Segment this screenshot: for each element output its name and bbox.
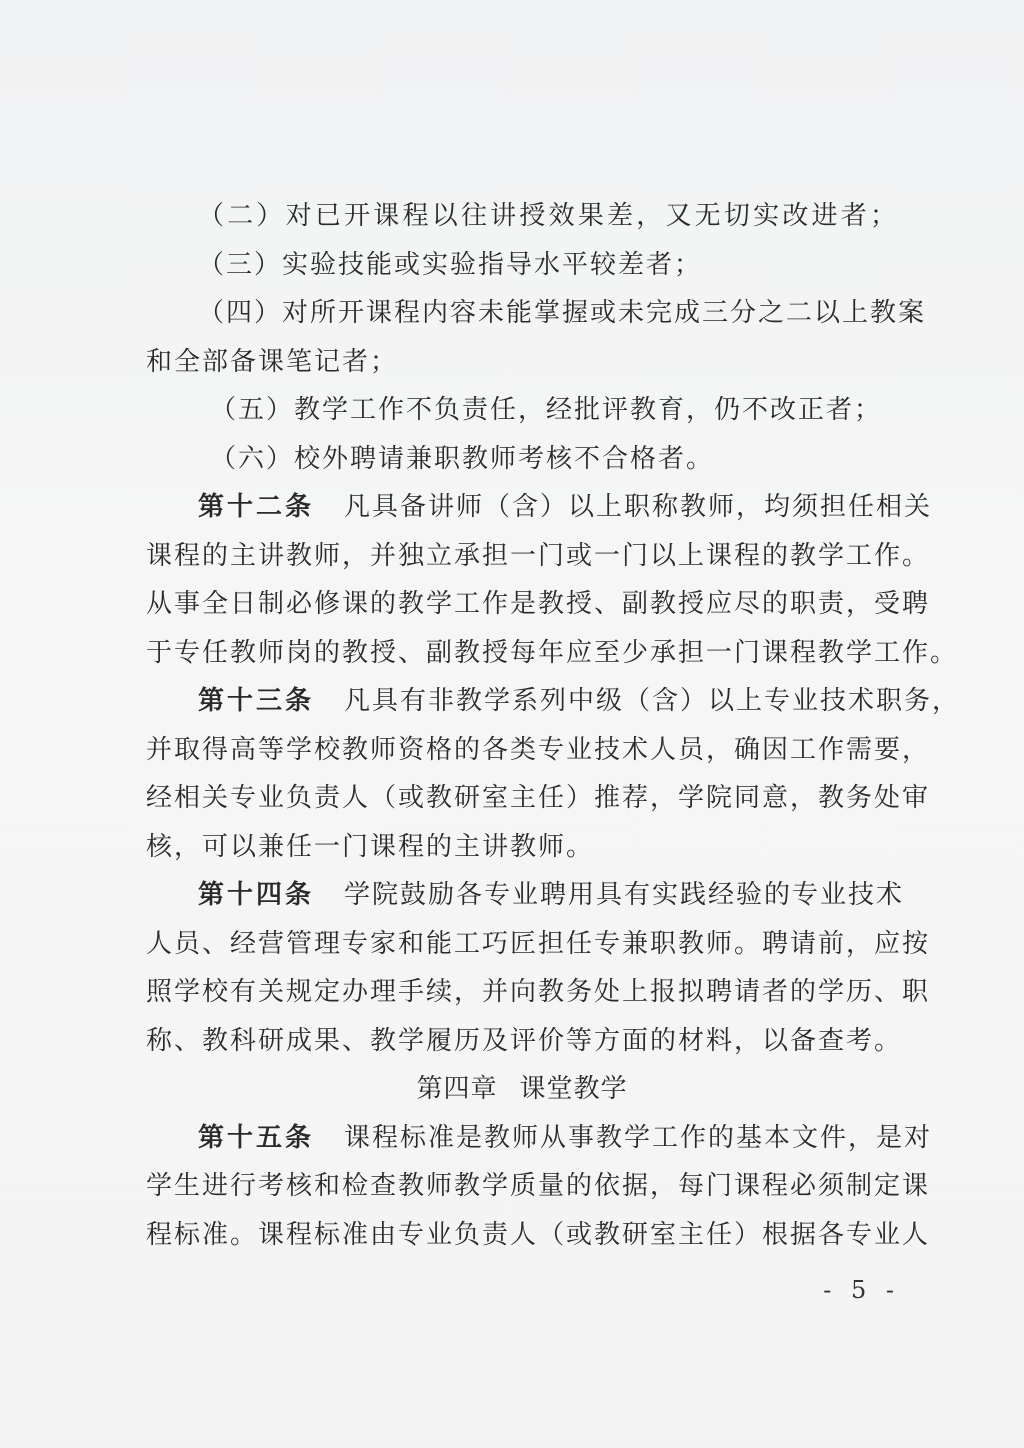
article-14-label: 第十四条: [198, 880, 315, 910]
article-14-line-1: [146, 871, 905, 920]
article-12-label: 第十二条: [198, 492, 315, 522]
article-15-line-1: [146, 1114, 933, 1163]
page-number: - 5 -: [823, 1276, 900, 1304]
article-13-line-4: 核，可以兼任一门课程的主讲教师。: [146, 831, 595, 862]
article-13-text-1: 凡具有非教学系列中级（含）以上专业技术职务，: [344, 686, 961, 716]
article-12-line-3: 从事全日制必修课的教学工作是教授、副教授应尽的职责，受聘: [146, 589, 931, 619]
article-12-line-4: 于专任教师岗的教授、副教授每年应至少承担一门课程教学工作。: [146, 637, 959, 668]
article-13-label: 第十三条: [198, 686, 315, 716]
list-item-3: （三）实验技能或实验指导水平较差者；: [198, 249, 703, 280]
article-12-line-1: [146, 483, 933, 532]
article-13-line-2: 并取得高等学校教师资格的各类专业技术人员，确因工作需要，: [146, 734, 931, 765]
chapter-heading: [146, 1065, 898, 1114]
article-13-line-1: [146, 677, 961, 726]
list-item-6: （六）校外聘请兼职教师考核不合格者。: [210, 443, 715, 474]
article-15-line-2: 学生进行考核和检查教师教学质量的依据，每门课程必须制定课: [146, 1171, 931, 1201]
chapter-title: 课堂教学: [519, 1074, 628, 1104]
list-item-4-line-1: （四）对所开课程内容未能掌握或未完成三分之二以上教案: [198, 298, 927, 328]
article-15-line-3: 程标准。课程标准由专业负责人（或教研室主任）根据各专业人: [146, 1219, 931, 1250]
list-item-5: （五）教学工作不负责任，经批评教育，仍不改正者；: [210, 395, 883, 425]
chapter-number: 第四章: [416, 1074, 498, 1104]
article-14-line-2: 人员、经营管理专家和能工巧匠担任专兼职教师。聘请前，应按: [146, 928, 931, 959]
list-item-4-line-2: 和全部备课笔记者；: [146, 346, 399, 377]
article-14-line-4: 称、教科研成果、教学履历及评价等方面的材料，以备查考。: [146, 1025, 903, 1056]
article-15-text-1: 课程标准是教师从事教学工作的基本文件，是对: [344, 1122, 933, 1153]
article-13-line-3: 经相关专业负责人（或教研室主任）推荐，学院同意，教务处审: [146, 783, 931, 813]
article-14-line-3: 照学校有关规定办理手续，并向教务处上报拟聘请者的学历、职: [146, 977, 931, 1007]
list-item-2: （二）对已开课程以往讲授效果差，又无切实改进者；: [198, 201, 898, 231]
document-body: [146, 192, 961, 1259]
article-12-text-1: 凡具备讲师（含）以上职称教师，均须担任相关: [344, 492, 933, 522]
article-12-line-2: 课程的主讲教师，并独立承担一门或一门以上课程的教学工作。: [146, 540, 931, 571]
article-15-label: 第十五条: [198, 1122, 315, 1153]
article-14-text-1: 学院鼓励各专业聘用具有实践经验的专业技术: [344, 880, 905, 910]
